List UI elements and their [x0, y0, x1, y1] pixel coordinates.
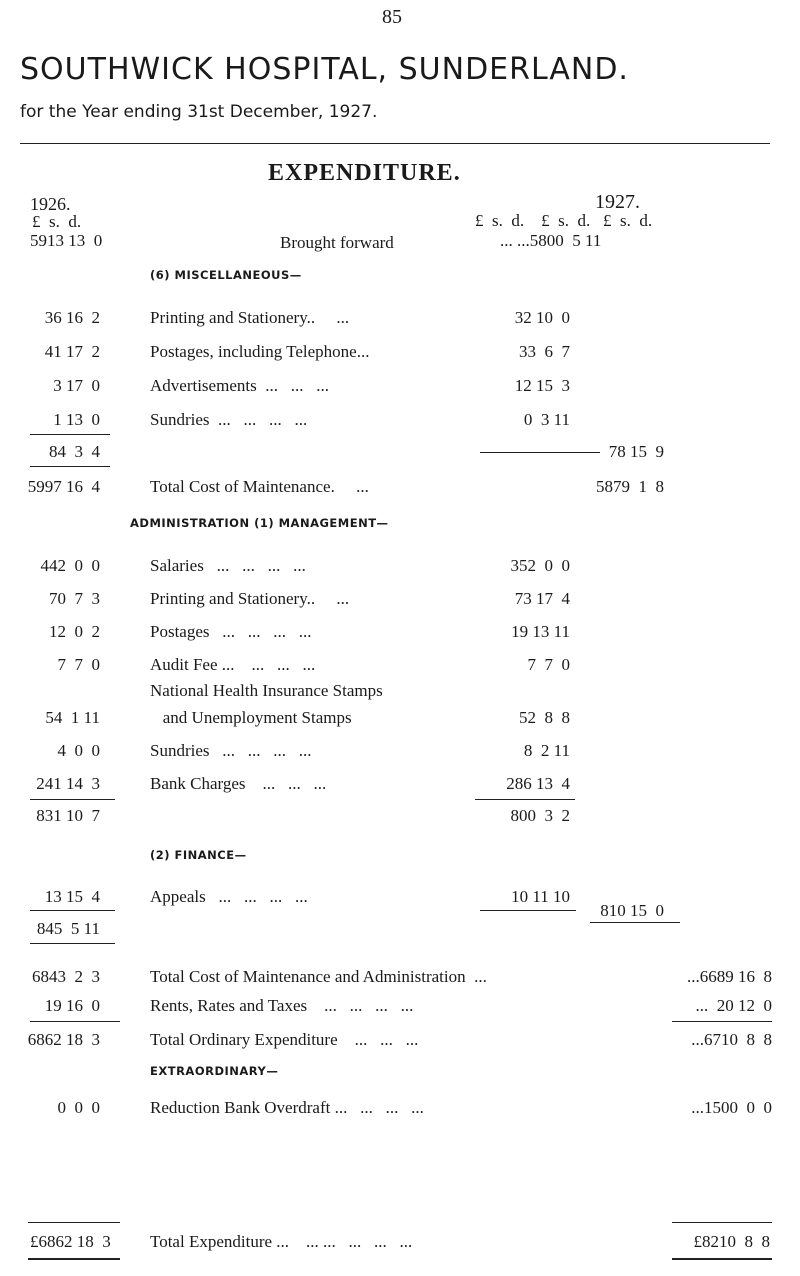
- grand-total-cur: £8210 8 8: [693, 1232, 770, 1251]
- finance-total-rule: [30, 943, 115, 944]
- year-1926-heading: 1926.: [30, 194, 71, 214]
- misc-heading: (6) MISCELLANEOUS—: [150, 268, 302, 282]
- misc-row-cur: 0 3 11: [523, 410, 570, 429]
- finance-row-prev: 13 15 4: [44, 887, 100, 906]
- admin-row-cur: 8 2 11: [523, 741, 570, 760]
- admin-row-label: Postages ... ... ... ...: [150, 622, 312, 641]
- misc-rule-right: [480, 452, 600, 453]
- misc-row-label: Printing and Stationery.. ...: [150, 308, 350, 327]
- admin-row-cur: 52 8 8: [519, 708, 570, 727]
- finance-row-label: Appeals ... ... ... ...: [150, 887, 308, 906]
- ordinary-prev: 6862 18 3: [27, 1030, 100, 1049]
- grand-rule-right-bottom: [672, 1258, 772, 1260]
- page-title: SOUTHWICK HOSPITAL, SUNDERLAND.: [20, 52, 629, 87]
- brought-forward-amount: ... ...5800 5 11: [500, 231, 602, 250]
- admin-row-prev: 442 0 0: [40, 556, 100, 575]
- misc-row-label: Advertisements ... ... ...: [150, 376, 329, 395]
- summary-row-label: Rents, Rates and Taxes ... ... ... ...: [150, 996, 414, 1015]
- misc-total-cur: 78 15 9: [608, 442, 664, 461]
- brought-forward-prev: 5913 13 0: [30, 231, 103, 250]
- extraordinary-label: Reduction Bank Overdraft ... ... ... ...: [150, 1098, 424, 1117]
- extraordinary-cur: ...1500 0 0: [691, 1098, 772, 1117]
- misc-row-label: Postages, including Telephone...: [150, 342, 370, 361]
- admin-row-prev: 7 7 0: [57, 655, 100, 674]
- misc-row-prev: 3 17 0: [53, 376, 100, 395]
- admin-row-label: Audit Fee ... ... ... ...: [150, 655, 316, 674]
- admin-row-label: Printing and Stationery.. ...: [150, 589, 350, 608]
- lsd-right-heading: £ s. d. £ s. d. £ s. d.: [475, 211, 653, 230]
- admin-row-label: Bank Charges ... ... ...: [150, 774, 327, 793]
- admin-row-prev: 241 14 3: [36, 774, 100, 793]
- admin-row-label: Sundries ... ... ... ...: [150, 741, 312, 760]
- misc-row-cur: 12 15 3: [514, 376, 570, 395]
- summary-row-cur: ... 20 12 0: [695, 996, 772, 1015]
- admin-rule-right: [475, 799, 575, 800]
- misc-total-prev: 84 3 4: [49, 442, 100, 461]
- grand-rule-left-bottom: [28, 1258, 120, 1260]
- admin-row-cur: 7 7 0: [527, 655, 570, 674]
- admin-row-prev: 4 0 0: [57, 741, 100, 760]
- finance-rule-left: [30, 910, 115, 911]
- misc-row-prev: 36 16 2: [44, 308, 100, 327]
- maintenance-label: Total Cost of Maintenance. ...: [150, 477, 369, 496]
- summary-row-label: Total Cost of Maintenance and Administration ...: [150, 967, 487, 986]
- misc-total-rule: [30, 466, 110, 467]
- grand-total-label: Total Expenditure ... ... ... ... ... ...: [150, 1232, 413, 1251]
- admin-row-cur: 73 17 4: [514, 589, 570, 608]
- maintenance-prev: 5997 16 4: [27, 477, 100, 496]
- misc-row-cur: 33 6 7: [519, 342, 570, 361]
- grand-rule-left-top: [28, 1222, 120, 1223]
- summary-rule-left: [30, 1021, 120, 1022]
- finance-total-prev: 845 5 11: [36, 919, 100, 938]
- extraordinary-prev: 0 0 0: [57, 1098, 100, 1117]
- admin-row-prev: 12 0 2: [49, 622, 100, 641]
- misc-rule-left: [30, 434, 110, 435]
- admin-row-prev: 54 1 11: [45, 708, 100, 727]
- admin-total-cur: 800 3 2: [510, 806, 570, 825]
- misc-row-cur: 32 10 0: [514, 308, 570, 327]
- admin-row-prev: 70 7 3: [49, 589, 100, 608]
- finance-heading: (2) FINANCE—: [150, 848, 247, 862]
- admin-row-cur: 352 0 0: [510, 556, 570, 575]
- admin-heading: ADMINISTRATION (1) MANAGEMENT—: [130, 516, 389, 530]
- summary-row-cur: ...6689 16 8: [687, 967, 772, 986]
- extraordinary-heading: EXTRAORDINARY—: [150, 1064, 279, 1078]
- page-number: 85: [382, 6, 402, 28]
- finance-row-cur: 10 11 10: [511, 887, 570, 906]
- finance-rule-mid: [480, 910, 576, 911]
- grand-rule-right-top: [672, 1222, 772, 1223]
- admin-row-label: National Health Insurance Stamps: [150, 681, 383, 700]
- year-1927-heading: 1927.: [595, 191, 640, 213]
- admin-total-prev: 831 10 7: [36, 806, 100, 825]
- ordinary-label: Total Ordinary Expenditure ... ... ...: [150, 1030, 419, 1049]
- admin-row-cur: 286 13 4: [506, 774, 570, 793]
- brought-forward-label: Brought forward: [280, 233, 394, 252]
- page-subtitle: for the Year ending 31st December, 1927.: [20, 102, 378, 122]
- maintenance-cur: 5879 1 8: [596, 477, 664, 496]
- ordinary-cur: ...6710 8 8: [691, 1030, 772, 1049]
- misc-row-label: Sundries ... ... ... ...: [150, 410, 308, 429]
- misc-row-prev: 41 17 2: [44, 342, 100, 361]
- finance-rule-right: [590, 922, 680, 923]
- summary-rule-right: [672, 1021, 772, 1022]
- summary-row-prev: 6843 2 3: [32, 967, 100, 986]
- lsd-left-heading: £ s. d.: [32, 212, 82, 231]
- grand-total-prev: £6862 18 3: [30, 1232, 111, 1251]
- admin-rule-left: [30, 799, 115, 800]
- misc-row-prev: 1 13 0: [53, 410, 100, 429]
- section-heading: EXPENDITURE.: [268, 160, 461, 186]
- top-divider: [20, 143, 770, 144]
- admin-row-cur: 19 13 11: [511, 622, 570, 641]
- summary-row-prev: 19 16 0: [44, 996, 100, 1015]
- admin-row-label: and Unemployment Stamps: [150, 708, 352, 727]
- admin-row-label: Salaries ... ... ... ...: [150, 556, 306, 575]
- finance-total-cur: 810 15 0: [600, 901, 664, 920]
